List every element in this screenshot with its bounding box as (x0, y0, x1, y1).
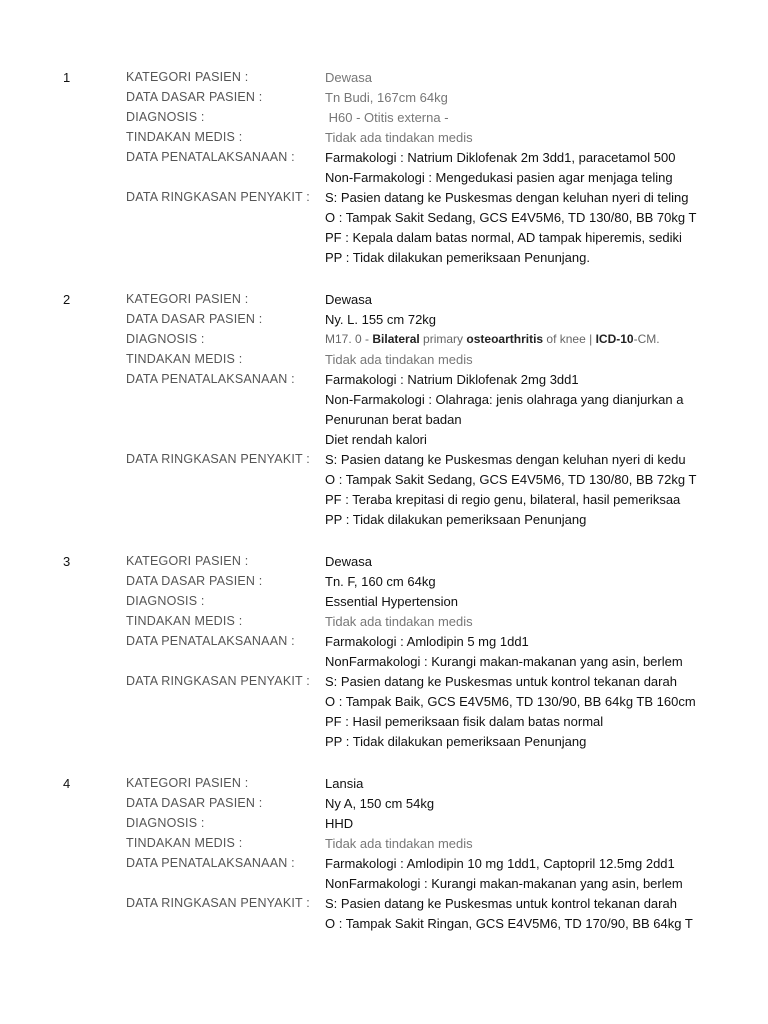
ringkasan-label: DATA RINGKASAN PENYAKIT : (126, 190, 310, 204)
ringkasan-line: PF : Teraba krepitasi di regio genu, bilateral, hasil pemeriksaa (325, 492, 681, 507)
data-dasar-label: DATA DASAR PASIEN : (126, 312, 263, 326)
penatalaksanaan-line: Diet rendah kalori (325, 432, 427, 447)
penatalaksanaan-row-cont (126, 876, 698, 896)
diagnosis-term-bilateral: Bilateral (372, 332, 420, 346)
diagnosis-term-icd: ICD-10 (595, 332, 634, 346)
diagnosis-row (126, 332, 698, 352)
data-dasar-label: DATA DASAR PASIEN : (126, 90, 263, 104)
penatalaksanaan-line: NonFarmakologi : Kurangi makan-makanan yang asin, berlem (325, 654, 683, 669)
penatalaksanaan-row-cont (126, 412, 698, 432)
kategori-label: KATEGORI PASIEN : (126, 292, 249, 306)
penatalaksanaan-label: DATA PENATALAKSANAAN : (126, 634, 295, 648)
penatalaksanaan-row-cont (126, 170, 698, 190)
diagnosis-row (126, 110, 698, 130)
tindakan-row (126, 130, 698, 150)
data-dasar-value: Tn. F, 160 cm 64kg (325, 574, 436, 589)
ringkasan-row-cont (126, 492, 698, 512)
tindakan-label: TINDAKAN MEDIS : (126, 352, 243, 366)
penatalaksanaan-label: DATA PENATALAKSANAAN : (126, 150, 295, 164)
penatalaksanaan-row (126, 634, 698, 654)
penatalaksanaan-line: Farmakologi : Amlodipin 5 mg 1dd1 (325, 634, 529, 649)
diagnosis-code: M17. 0 - (325, 332, 373, 346)
tindakan-label: TINDAKAN MEDIS : (126, 836, 243, 850)
kategori-label: KATEGORI PASIEN : (126, 70, 249, 84)
kategori-value: Lansia (325, 776, 364, 791)
diagnosis-label: DIAGNOSIS : (126, 816, 205, 830)
ringkasan-line: O : Tampak Baik, GCS E4V5M6, TD 130/90, BB 64kg TB 160cm (325, 694, 696, 709)
ringkasan-line: S: Pasien datang ke Puskesmas untuk kontrol tekanan darah (325, 896, 677, 911)
ringkasan-row-cont (126, 694, 698, 714)
ringkasan-row (126, 896, 698, 916)
record-number: 3 (63, 554, 71, 569)
kategori-value: Dewasa (325, 70, 372, 85)
ringkasan-row-cont (126, 512, 698, 532)
ringkasan-line: PP : Tidak dilakukan pemeriksaan Penunjang (325, 512, 587, 527)
ringkasan-line: S: Pasien datang ke Puskesmas dengan keluhan nyeri di teling (325, 190, 689, 205)
record-number: 1 (63, 70, 71, 85)
data-dasar-value: Tn Budi, 167cm 64kg (325, 90, 448, 105)
penatalaksanaan-line: Farmakologi : Natrium Diklofenak 2m 3dd1, paracetamol 500 (325, 150, 676, 165)
ringkasan-line: O : Tampak Sakit Sedang, GCS E4V5M6, TD 130/80, BB 72kg T (325, 472, 697, 487)
data-dasar-row (126, 574, 698, 594)
diagnosis-row (126, 816, 698, 836)
ringkasan-row (126, 190, 698, 210)
ringkasan-row-cont (126, 734, 698, 754)
kategori-value: Dewasa (325, 292, 372, 307)
ringkasan-label: DATA RINGKASAN PENYAKIT : (126, 452, 310, 466)
penatalaksanaan-row (126, 856, 698, 876)
data-dasar-value: Ny A, 150 cm 54kg (325, 796, 435, 811)
diagnosis-label: DIAGNOSIS : (126, 332, 205, 346)
record-number: 4 (63, 776, 71, 791)
ringkasan-line: PF : Kepala dalam batas normal, AD tampak hiperemis, sediki (325, 230, 682, 245)
penatalaksanaan-label: DATA PENATALAKSANAAN : (126, 856, 295, 870)
data-dasar-label: DATA DASAR PASIEN : (126, 574, 263, 588)
diagnosis-text: -CM. (633, 332, 660, 346)
tindakan-label: TINDAKAN MEDIS : (126, 130, 243, 144)
kategori-label: KATEGORI PASIEN : (126, 776, 249, 790)
ringkasan-row-cont (126, 714, 698, 734)
penatalaksanaan-row-cont (126, 654, 698, 674)
ringkasan-line: S: Pasien datang ke Puskesmas untuk kontrol tekanan darah (325, 674, 677, 689)
ringkasan-row-cont (126, 250, 698, 270)
ringkasan-line: O : Tampak Sakit Ringan, GCS E4V5M6, TD 170/90, BB 64kg T (325, 916, 693, 931)
diagnosis-text: of knee | (543, 332, 596, 346)
penatalaksanaan-row (126, 372, 698, 392)
penatalaksanaan-label: DATA PENATALAKSANAAN : (126, 372, 295, 386)
diagnosis-term-osteoarthritis: osteoarthritis (466, 332, 544, 346)
tindakan-row (126, 836, 698, 856)
diagnosis-value: Essential Hypertension (325, 594, 458, 609)
ringkasan-line: PP : Tidak dilakukan pemeriksaan Penunjang. (325, 250, 590, 265)
ringkasan-line: PF : Hasil pemeriksaan fisik dalam batas normal (325, 714, 604, 729)
diagnosis-value (325, 332, 698, 346)
kategori-value: Dewasa (325, 554, 372, 569)
ringkasan-line: PP : Tidak dilakukan pemeriksaan Penunjang (325, 734, 587, 749)
tindakan-value: Tidak ada tindakan medis (325, 614, 473, 629)
kategori-row (126, 554, 698, 574)
diagnosis-row (126, 594, 698, 614)
ringkasan-line: S: Pasien datang ke Puskesmas dengan keluhan nyeri di kedu (325, 452, 686, 467)
diagnosis-text: primary (419, 332, 467, 346)
diagnosis-label: DIAGNOSIS : (126, 594, 205, 608)
ringkasan-label: DATA RINGKASAN PENYAKIT : (126, 674, 310, 688)
tindakan-label: TINDAKAN MEDIS : (126, 614, 243, 628)
tindakan-value: Tidak ada tindakan medis (325, 130, 473, 145)
ringkasan-line: O : Tampak Sakit Sedang, GCS E4V5M6, TD 130/80, BB 70kg T (325, 210, 697, 225)
data-dasar-row (126, 312, 698, 332)
penatalaksanaan-row-cont (126, 432, 698, 452)
diagnosis-value: H60 - Otitis externa - (325, 110, 449, 125)
ringkasan-row-cont (126, 916, 698, 936)
ringkasan-row-cont (126, 230, 698, 250)
diagnosis-label: DIAGNOSIS : (126, 110, 205, 124)
diagnosis-value: HHD (325, 816, 354, 831)
tindakan-row (126, 614, 698, 634)
ringkasan-row-cont (126, 210, 698, 230)
ringkasan-row-cont (126, 472, 698, 492)
data-dasar-row (126, 90, 698, 110)
tindakan-value: Tidak ada tindakan medis (325, 352, 473, 367)
penatalaksanaan-line: Farmakologi : Amlodipin 10 mg 1dd1, Captopril 12.5mg 2dd1 (325, 856, 675, 871)
ringkasan-row (126, 452, 698, 472)
record-number: 2 (63, 292, 71, 307)
kategori-row (126, 70, 698, 90)
kategori-label: KATEGORI PASIEN : (126, 554, 249, 568)
kategori-row (126, 776, 698, 796)
ringkasan-row (126, 674, 698, 694)
data-dasar-row (126, 796, 698, 816)
penatalaksanaan-line: Penurunan berat badan (325, 412, 462, 427)
penatalaksanaan-line: Non-Farmakologi : Mengedukasi pasien agar menjaga teling (325, 170, 673, 185)
penatalaksanaan-line: Non-Farmakologi : Olahraga: jenis olahraga yang dianjurkan a (325, 392, 684, 407)
penatalaksanaan-line: Farmakologi : Natrium Diklofenak 2mg 3dd1 (325, 372, 579, 387)
data-dasar-label: DATA DASAR PASIEN : (126, 796, 263, 810)
data-dasar-value: Ny. L. 155 cm 72kg (325, 312, 437, 327)
tindakan-row (126, 352, 698, 372)
tindakan-value: Tidak ada tindakan medis (325, 836, 473, 851)
ringkasan-label: DATA RINGKASAN PENYAKIT : (126, 896, 310, 910)
penatalaksanaan-row (126, 150, 698, 170)
kategori-row (126, 292, 698, 312)
penatalaksanaan-row-cont (126, 392, 698, 412)
penatalaksanaan-line: NonFarmakologi : Kurangi makan-makanan yang asin, berlem (325, 876, 683, 891)
